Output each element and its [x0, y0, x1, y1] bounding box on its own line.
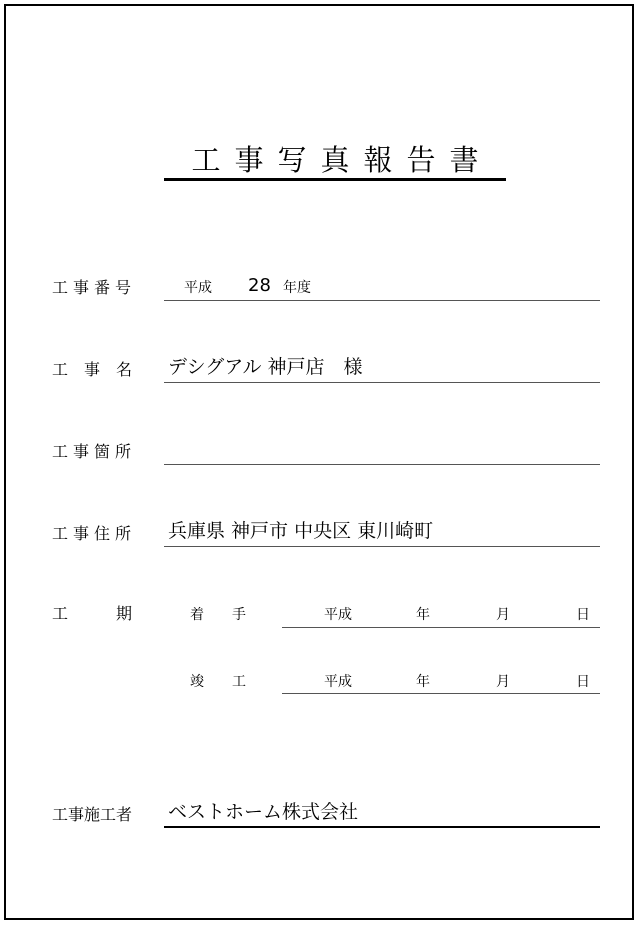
contractor-label: 工事施工者 [52, 805, 133, 824]
construction-location-rule [164, 464, 600, 465]
construction-address-label: 工事住所 [52, 524, 137, 543]
construction-address-rule [164, 546, 600, 547]
construction-location-label: 工事箇所 [52, 442, 137, 461]
period-end-rule [282, 693, 600, 694]
period-end-day: 日 [576, 674, 590, 690]
contractor-value: ベストホーム株式会社 [168, 801, 359, 823]
period-start-day: 日 [576, 607, 590, 623]
construction-number-year: 28 [248, 275, 271, 296]
construction-number-rule [164, 300, 600, 301]
construction-number-era: 平成 [184, 280, 212, 296]
document-title: 工事写真報告書 [191, 143, 493, 177]
construction-address-value: 兵庫県 神戸市 中央区 東川崎町 [168, 520, 434, 542]
construction-name-value: デシグアル 神戸店 様 [168, 356, 363, 378]
title-underline [164, 178, 506, 181]
contractor-rule [164, 826, 600, 828]
construction-number-suffix: 年度 [283, 280, 311, 296]
construction-name-label: 工 事 名 [52, 360, 133, 379]
period-start-rule [282, 627, 600, 628]
construction-name-rule [164, 382, 600, 383]
period-start-era: 平成 [324, 607, 352, 623]
period-start-label: 着 手 [190, 607, 246, 623]
period-end-label: 竣 工 [190, 674, 246, 690]
period-start-month: 月 [496, 607, 510, 623]
construction-number-label: 工事番号 [52, 278, 137, 297]
period-end-month: 月 [496, 674, 510, 690]
period-start-year: 年 [416, 607, 430, 623]
period-end-era: 平成 [324, 674, 352, 690]
construction-period-label: 工 期 [52, 604, 133, 623]
period-end-year: 年 [416, 674, 430, 690]
